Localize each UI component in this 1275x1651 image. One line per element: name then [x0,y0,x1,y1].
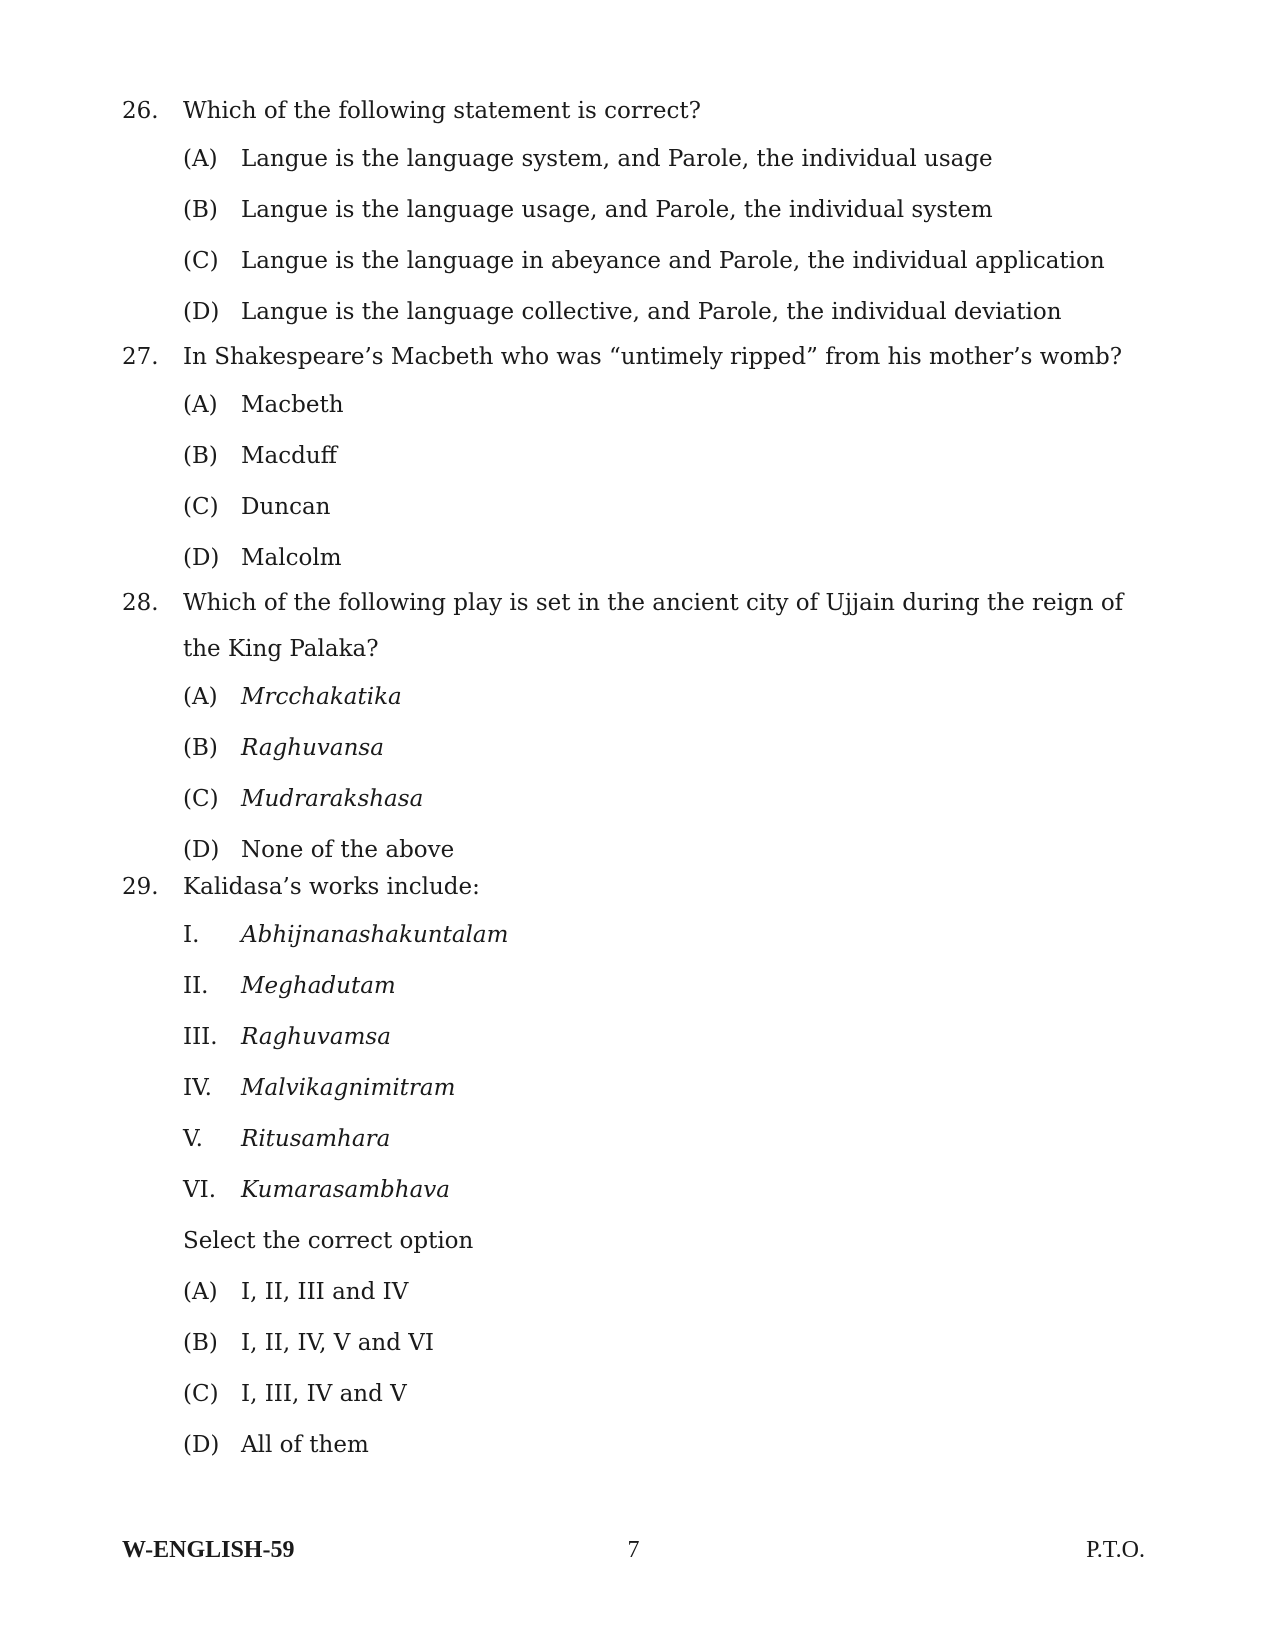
item-text: Kumarasambhava [241,1177,450,1203]
option-text: All of them [241,1432,369,1458]
item-text: Abhijnanashakuntalam [241,922,509,948]
item-numeral: V. [183,1126,203,1152]
option-a [183,672,1162,723]
pto-label: P.T.O. [1086,1537,1145,1563]
item-numeral: VI. [183,1177,217,1203]
option-text: None of the above [241,837,455,863]
question-number: 28. [122,590,159,616]
option-a [183,134,1162,185]
item-text: Meghadutam [241,973,396,999]
instruction-text: Select the correct option [183,1228,474,1254]
option-text: I, III, IV and V [241,1381,407,1407]
option-letter: (B) [183,735,218,761]
option-b [183,1318,1162,1369]
question-26 [122,88,1162,338]
option-letter: (A) [183,684,218,710]
option-c [183,774,1162,825]
option-text: Macduff [241,443,338,469]
option-a [183,380,1162,431]
question-header [122,334,1162,380]
item-numeral: III. [183,1024,218,1050]
list-item-ii [183,961,1162,1012]
option-a [183,1267,1162,1318]
option-text: Mudrarakshasa [241,786,424,812]
list-item-iv [183,1063,1162,1114]
question-number: 26. [122,98,159,124]
option-letter: (C) [183,786,219,812]
option-letter: (D) [183,837,220,863]
option-b [183,431,1162,482]
option-letter: (C) [183,248,219,274]
question-28 [122,580,1162,876]
item-numeral: II. [183,973,209,999]
option-letter: (B) [183,197,218,223]
option-text: Duncan [241,494,331,520]
option-letter: (A) [183,1279,218,1305]
option-letter: (B) [183,1330,218,1356]
option-d [183,533,1162,584]
item-text: Raghuvamsa [241,1024,391,1050]
item-text: Ritusamhara [241,1126,391,1152]
option-d [183,1420,1162,1471]
option-d [183,287,1162,338]
question-text: Which of the following statement is correct? [183,98,701,124]
list-item-iii [183,1012,1162,1063]
option-letter: (A) [183,392,218,418]
question-number: 29. [122,874,159,900]
page-number: 7 [627,1537,640,1563]
option-letter: (D) [183,1432,220,1458]
paper-code: W-ENGLISH-59 [122,1537,295,1563]
option-c [183,482,1162,533]
question-header [122,580,1162,672]
option-text: Langue is the language usage, and Parole, the individual system [241,197,993,223]
option-text: Langue is the language collective, and Parole, the individual deviation [241,299,1062,325]
list-item-vi [183,1165,1162,1216]
option-c [183,236,1162,287]
option-text: Langue is the language system, and Parole, the individual usage [241,146,993,172]
option-letter: (A) [183,146,218,172]
item-numeral: IV. [183,1075,212,1101]
option-b [183,185,1162,236]
option-letter: (D) [183,299,220,325]
option-text: Langue is the language in abeyance and Parole, the individual application [241,248,1105,274]
option-text: I, II, III and IV [241,1279,409,1305]
option-letter: (C) [183,494,219,520]
option-text: Macbeth [241,392,344,418]
option-text: Raghuvansa [241,735,384,761]
option-text: Mrcchakatika [241,684,402,710]
option-letter: (C) [183,1381,219,1407]
page-footer [122,1530,1145,1570]
question-text: Which of the following play is set in the ancient city of Ujjain during the reign of the King Palaka? [183,590,1124,662]
option-letter: (B) [183,443,218,469]
option-c [183,1369,1162,1420]
item-numeral: I. [183,922,200,948]
option-text: I, II, IV, V and VI [241,1330,434,1356]
option-text: Malcolm [241,545,342,571]
question-header [122,88,1162,134]
question-29 [122,864,1162,1471]
list-item-v [183,1114,1162,1165]
question-27 [122,334,1162,584]
list-item-i [183,910,1162,961]
question-text: In Shakespeare’s Macbeth who was “untimely ripped” from his mother’s womb? [183,344,1123,370]
question-header [122,864,1162,910]
option-letter: (D) [183,545,220,571]
item-text: Malvikagnimitram [241,1075,456,1101]
option-b [183,723,1162,774]
question-number: 27. [122,344,159,370]
question-text: Kalidasa’s works include: [183,874,480,900]
